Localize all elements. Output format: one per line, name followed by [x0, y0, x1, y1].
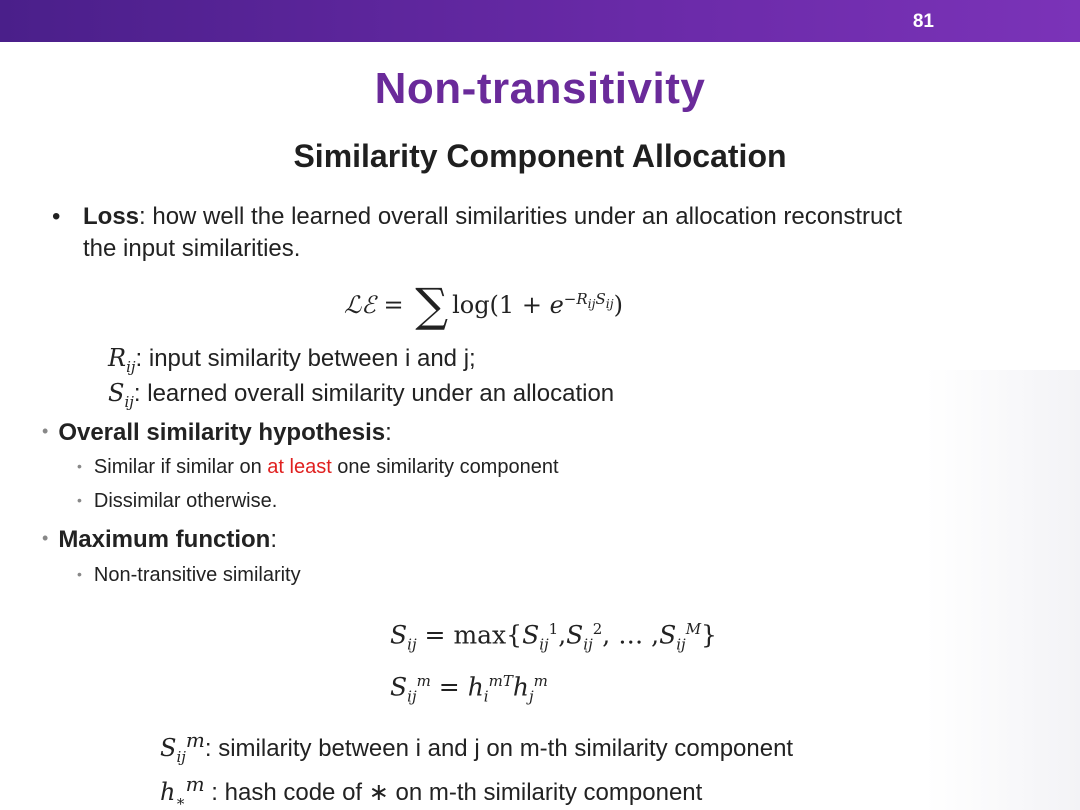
bullet-dot: •: [42, 528, 49, 548]
loss-desc-1: : how well the learned overall similarities under an allocation reconstruct: [139, 203, 903, 230]
hq-hj-sup: m: [533, 672, 548, 690]
overall-sub-1-pre: Similar if similar on: [93, 456, 268, 478]
eq-sm: S: [659, 620, 677, 650]
eq-sm-sub: ij: [676, 635, 686, 654]
bullet-dot: •: [52, 203, 61, 230]
eq-sm-sup: M: [685, 620, 702, 638]
exp-r: −R: [563, 290, 588, 308]
slide-title: Non-transitivity: [374, 64, 706, 113]
hash-equation: [390, 672, 548, 705]
loss-lhs: ℒℰ: [344, 291, 376, 319]
def-sm-symbol: S: [160, 734, 177, 762]
at-least-highlight: at least: [267, 456, 332, 478]
equals-sign: =: [383, 291, 404, 319]
sum-symbol: ∑: [415, 278, 449, 332]
eq-max: = max{: [424, 620, 523, 650]
def-r-text: : input similarity between i and j;: [135, 345, 476, 372]
exp-ij-2: ij: [605, 296, 614, 311]
eq-s: S: [390, 620, 408, 650]
def-h-text: : hash code of ∗ on m-th similarity component: [204, 779, 703, 806]
def-sm-text: : similarity between i and j on m-th similarity component: [204, 735, 794, 762]
close-paren: ): [613, 291, 624, 319]
bullet-loss: [52, 201, 1022, 265]
def-s-symbol: S: [108, 379, 125, 407]
e-symbol: e: [549, 291, 564, 319]
exp-s: S: [595, 290, 606, 308]
eq-s2-sup: 2: [592, 620, 603, 638]
hq-hj-sub: j: [528, 687, 534, 706]
bullet-overall: [42, 419, 392, 447]
overall-sub-1-post: one similarity component: [331, 456, 559, 478]
hq-hi-sup: mT: [488, 672, 513, 690]
def-r-symbol: R: [108, 344, 127, 372]
overall-term: Overall similarity hypothesis: [58, 419, 386, 446]
hq-s-sub: ij: [407, 687, 417, 706]
def-s-sub: ij: [124, 392, 134, 411]
def-sm: [160, 728, 793, 766]
bullet-dot: •: [42, 421, 49, 441]
loss-term: Loss: [83, 203, 140, 230]
max-term: Maximum function: [58, 526, 271, 553]
loss-desc-2: the input similarities.: [83, 235, 301, 262]
def-r: [108, 344, 476, 376]
top-bar: [0, 0, 1080, 42]
overall-colon: :: [385, 419, 392, 446]
max-sub-1: [77, 564, 301, 587]
def-h-symbol: h: [160, 778, 176, 806]
hq-s: S: [390, 672, 408, 702]
def-h: [160, 772, 702, 810]
eq-s1-sub: ij: [539, 635, 549, 654]
eq-comma: ,: [558, 620, 567, 650]
log-expr: log(1 +: [452, 291, 542, 319]
bullet-max: [42, 526, 277, 554]
eq-s1: S: [522, 620, 540, 650]
def-s: [108, 379, 614, 411]
page-number: 81: [912, 11, 934, 32]
bullet-loss-text: [83, 201, 1022, 265]
overall-sub-2-text: Dissimilar otherwise.: [93, 490, 278, 512]
hq-eq: =: [438, 672, 460, 702]
slide-subtitle: Similarity Component Allocation: [293, 138, 787, 174]
eq-s1-sup: 1: [548, 620, 559, 638]
def-sm-sub: ij: [176, 747, 186, 766]
def-r-sub: ij: [126, 357, 136, 376]
max-sub-1-text: Non-transitive similarity: [93, 564, 301, 586]
hq-s-sup: m: [416, 672, 431, 690]
loss-equation: [344, 270, 624, 332]
overall-sub-2: [77, 490, 277, 513]
def-s-text: : learned overall similarity under an allocation: [133, 380, 615, 407]
slide-edge-shadow: [925, 370, 1080, 810]
eq-close: }: [701, 620, 717, 650]
hq-hi: h: [467, 672, 484, 702]
def-h-sup: m: [185, 772, 205, 796]
overall-sub-1: [77, 456, 559, 479]
exp-ij-1: ij: [587, 296, 596, 311]
eq-s2: S: [566, 620, 584, 650]
eq-s-sub: ij: [407, 635, 417, 654]
sub-bullet-dot: •: [77, 566, 82, 582]
eq-dots: , … ,: [602, 620, 660, 650]
hq-hj: h: [512, 672, 529, 702]
sub-bullet-dot: •: [77, 492, 82, 508]
sub-bullet-dot: •: [77, 458, 82, 474]
def-sm-sup: m: [185, 728, 205, 752]
def-h-sub: ∗: [175, 791, 186, 810]
hq-hi-sub: i: [483, 687, 489, 706]
eq-s2-sub: ij: [583, 635, 593, 654]
max-colon: :: [270, 526, 277, 553]
max-equation: [390, 620, 717, 653]
